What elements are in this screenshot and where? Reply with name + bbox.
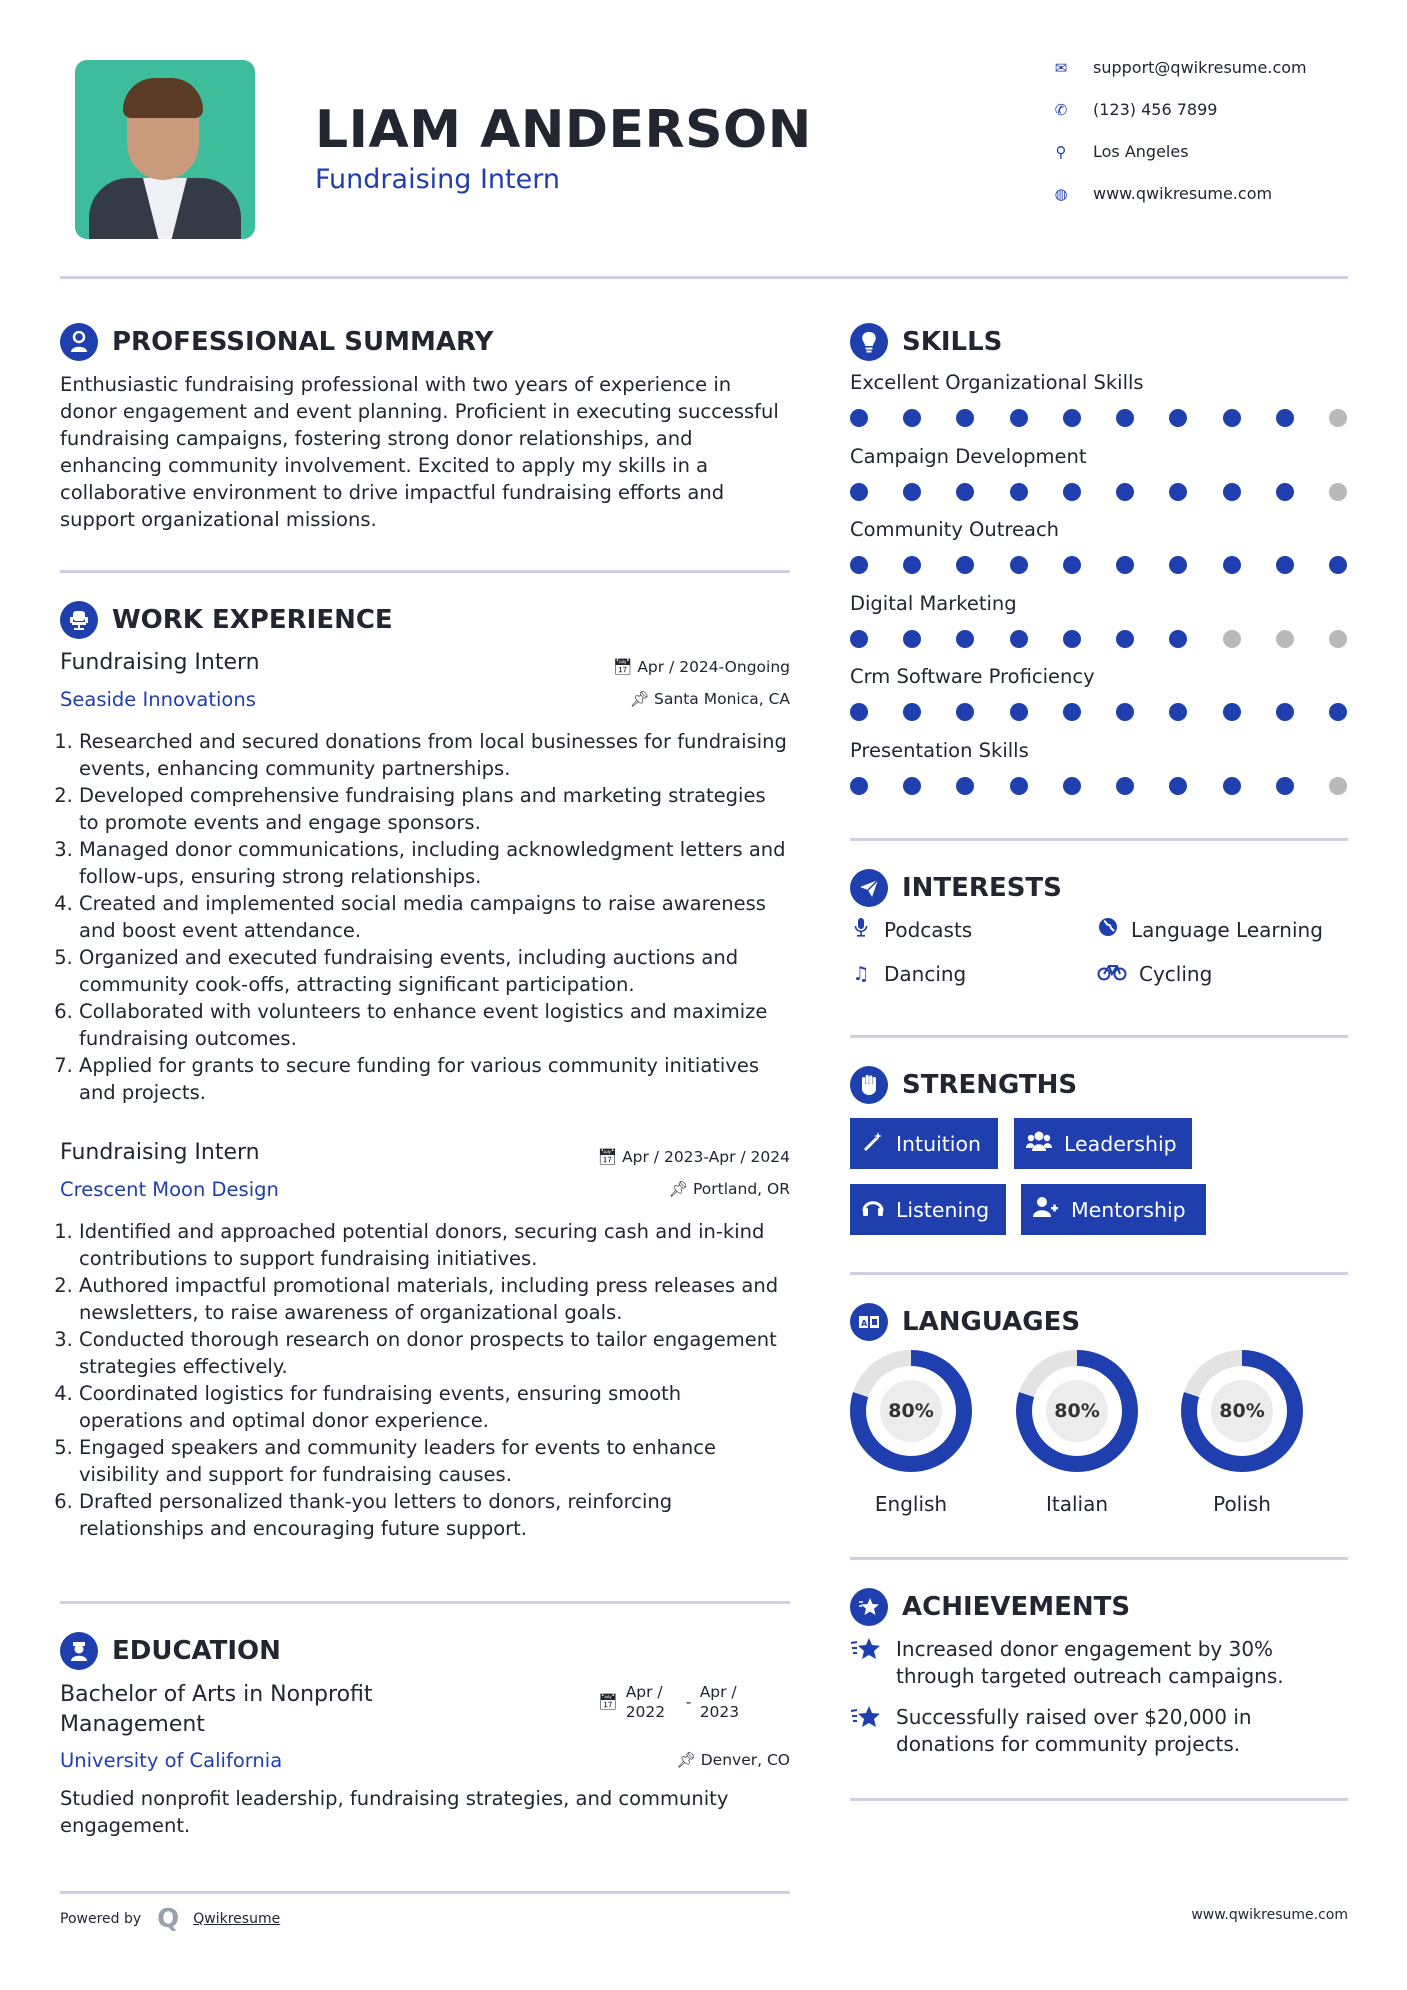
strength-intuition: Intuition <box>850 1118 998 1169</box>
rating-dot-filled <box>1010 409 1028 427</box>
microphone-icon <box>850 917 872 942</box>
rating-dot-filled <box>1223 703 1241 721</box>
education-heading <box>60 1632 281 1670</box>
experience-heading <box>60 601 393 639</box>
skill-rating <box>850 556 1347 574</box>
chair-icon <box>60 601 98 639</box>
summary-text: Enthusiastic fundraising professional with two years of experience in donor engagement and event planning. Proficient in executing successful fundraising campaigns, fostering strong donor relationships, and enhancing community involvement. Excited to apply my skills in a collaborative environment to drive impactful fundraising efforts and support organizational missions. <box>60 373 779 531</box>
rating-dot-empty <box>1329 777 1347 795</box>
skill-name: Campaign Development <box>850 444 1087 468</box>
rating-dot-filled <box>903 703 921 721</box>
rating-dot-filled <box>1169 409 1187 427</box>
rating-dot-filled <box>1169 630 1187 648</box>
calendar-icon: 📅︎ <box>598 1693 618 1711</box>
interests-heading <box>850 869 1062 907</box>
rating-dot-filled <box>1276 483 1294 501</box>
list-item: 4. Created and implemented social media campaigns to raise awareness and boost event attendance. <box>79 890 790 944</box>
magic-wand-icon <box>862 1130 884 1157</box>
education-location: 📌︎ Denver, CO <box>676 1751 790 1769</box>
footer-website[interactable]: www.qwikresume.com <box>1191 1907 1348 1923</box>
skill-name: Presentation Skills <box>850 738 1029 762</box>
strength-listening: Listening <box>850 1184 1006 1235</box>
job-1-bullets <box>60 728 790 1106</box>
education-degree: Bachelor of Arts in Nonprofit Management <box>60 1682 373 1737</box>
profile-photo <box>75 60 255 239</box>
interests-divider <box>850 1035 1348 1038</box>
rating-dot-filled <box>1063 556 1081 574</box>
rating-dot-filled <box>1276 556 1294 574</box>
list-item: 3. Managed donor communications, including acknowledgment letters and follow-ups, ensuring strong relationships. <box>79 836 790 890</box>
contact-email[interactable] <box>1050 58 1380 77</box>
rating-dot-filled <box>903 556 921 574</box>
contact-phone-text: (123) 456 7899 <box>1093 100 1218 119</box>
pushpin-icon: 📌︎ <box>629 690 655 708</box>
list-item: 3. Conducted thorough research on donor prospects to tailor engagement strategies effectively. <box>79 1326 790 1380</box>
rating-dot-filled <box>1223 556 1241 574</box>
language-item <box>1181 1350 1303 1516</box>
rating-dot-filled <box>903 483 921 501</box>
interest-language-learning: Language Learning <box>1097 917 1323 942</box>
skill-name: Digital Marketing <box>850 591 1017 615</box>
rating-dot-filled <box>1223 777 1241 795</box>
rating-dot-filled <box>956 703 974 721</box>
skill-row <box>850 371 1350 445</box>
languages-divider <box>850 1557 1348 1560</box>
rating-dot-filled <box>1276 409 1294 427</box>
rating-dot-filled <box>1063 483 1081 501</box>
rating-dot-filled <box>1063 409 1081 427</box>
powered-by <box>60 1904 280 1934</box>
star-badge-icon <box>850 1588 888 1626</box>
education-end: Apr / 2023 <box>699 1683 740 1721</box>
experience-divider <box>60 1601 790 1604</box>
rating-dot-empty <box>1329 409 1347 427</box>
education-dates <box>598 1682 760 1722</box>
skill-name: Excellent Organizational Skills <box>850 371 1144 394</box>
language-name: English <box>874 1492 948 1516</box>
language-percent: 80% <box>880 1380 942 1442</box>
skill-row <box>850 739 1350 813</box>
skill-rating <box>850 630 1347 648</box>
list-item: 6. Collaborated with volunteers to enhance event logistics and maximize fundraising outcomes. <box>79 998 790 1052</box>
skills-title: SKILLS <box>902 327 1003 357</box>
rating-dot-filled <box>1116 483 1134 501</box>
globe-icon: ◍ <box>1054 184 1068 203</box>
rating-dot-filled <box>1169 777 1187 795</box>
rating-dot-empty <box>1276 630 1294 648</box>
languages-title: LANGUAGES <box>902 1307 1081 1337</box>
photo-hair <box>123 78 203 118</box>
globe-icon <box>1097 917 1119 942</box>
rating-dot-filled <box>850 483 868 501</box>
rating-dot-filled <box>1223 483 1241 501</box>
education-school: University of California <box>60 1749 283 1772</box>
calendar-icon: 📅︎ <box>597 1148 623 1166</box>
rating-dot-filled <box>1116 703 1134 721</box>
rating-dot-empty <box>1329 630 1347 648</box>
star-icon <box>850 1704 882 1758</box>
achievements-heading <box>850 1588 1130 1626</box>
language-progress-ring <box>1016 1350 1138 1472</box>
achievements-title: ACHIEVEMENTS <box>902 1592 1131 1622</box>
language-percent: 80% <box>1046 1380 1108 1442</box>
list-item: 5. Engaged speakers and community leaders for events to enhance visibility and support for fundraising causes. <box>79 1434 790 1488</box>
strength-leadership: Leadership <box>1014 1118 1192 1169</box>
rating-dot-filled <box>1116 409 1134 427</box>
job-2-title: Fundraising Intern <box>60 1140 260 1165</box>
powered-by-label: Powered by <box>60 1911 142 1927</box>
footer-divider <box>60 1891 790 1894</box>
pushpin-icon: 📌︎ <box>676 1751 701 1769</box>
skill-row <box>850 445 1350 519</box>
list-item: 2. Authored impactful promotional materials, including press releases and newsletters, to raise awareness of organizational goals. <box>79 1272 790 1326</box>
language-progress-ring <box>850 1350 972 1472</box>
language-name: Italian <box>1045 1492 1109 1516</box>
rating-dot-filled <box>1169 483 1187 501</box>
achievements-divider <box>850 1798 1348 1801</box>
paper-plane-icon <box>850 869 888 907</box>
star-icon <box>850 1636 882 1690</box>
rating-dot-filled <box>1010 483 1028 501</box>
rating-dot-filled <box>1276 777 1294 795</box>
summary-heading <box>60 323 493 361</box>
headphones-icon <box>862 1197 884 1222</box>
experience-title: WORK EXPERIENCE <box>112 605 393 635</box>
education-description: Studied nonprofit leadership, fundraising strategies, and community engagement. <box>60 1787 729 1837</box>
list-item: 5. Organized and executed fundraising events, including auctions and community cook-offs, attracting significant participation. <box>79 944 790 998</box>
rating-dot-filled <box>1169 703 1187 721</box>
rating-dot-filled <box>903 630 921 648</box>
bicycle-icon <box>1097 963 1127 986</box>
contact-location <box>1050 142 1380 161</box>
user-plus-icon <box>1033 1196 1059 1223</box>
rating-dot-filled <box>850 556 868 574</box>
rating-dot-filled <box>1010 777 1028 795</box>
candidate-role: Fundraising Intern <box>315 164 560 195</box>
list-item: 6. Drafted personalized thank-you letters to donors, reinforcing relationships and encouraging future support. <box>79 1488 790 1542</box>
rating-dot-filled <box>1063 630 1081 648</box>
language-percent: 80% <box>1211 1380 1273 1442</box>
summary-title: PROFESSIONAL SUMMARY <box>112 327 494 357</box>
interests-title: INTERESTS <box>902 873 1062 903</box>
job-1-location: 📌︎ Santa Monica, CA <box>629 690 790 708</box>
rating-dot-filled <box>1010 630 1028 648</box>
contact-location-text: Los Angeles <box>1093 142 1189 161</box>
lightbulb-icon <box>850 323 888 361</box>
achievement-item: Increased donor engagement by 30% through targeted outreach campaigns. <box>850 1636 1348 1690</box>
rating-dot-filled <box>956 777 974 795</box>
rating-dot-filled <box>1010 556 1028 574</box>
language-item <box>850 1350 972 1516</box>
contact-email-text: support@qwikresume.com <box>1093 58 1307 77</box>
music-note-icon: ♫ <box>852 963 870 985</box>
interest-cycling: Cycling <box>1097 962 1212 986</box>
rating-dot-filled <box>1329 556 1347 574</box>
interest-podcasts: Podcasts <box>850 917 972 942</box>
svg-text:A: A <box>861 1319 868 1328</box>
skill-row <box>850 518 1350 592</box>
job-2-company: Crescent Moon Design <box>60 1178 279 1201</box>
language-progress-ring <box>1181 1350 1303 1472</box>
rating-dot-filled <box>1169 556 1187 574</box>
header-divider <box>60 276 1348 279</box>
skills-heading <box>850 323 1002 361</box>
list-item: 2. Developed comprehensive fundraising plans and marketing strategies to promote events and engage sponsors. <box>79 782 790 836</box>
user-icon <box>60 323 98 361</box>
rating-dot-filled <box>850 703 868 721</box>
skills-divider <box>850 838 1348 841</box>
rating-dot-filled <box>1329 703 1347 721</box>
candidate-name: LIAM ANDERSON <box>315 100 812 160</box>
qwikresume-link[interactable]: Qwikresume <box>193 1911 281 1927</box>
contact-phone[interactable] <box>1050 100 1380 119</box>
strength-mentorship: Mentorship <box>1021 1184 1206 1235</box>
job-2-bullets <box>60 1218 790 1542</box>
job-1-company: Seaside Innovations <box>60 688 256 711</box>
rating-dot-empty <box>1223 630 1241 648</box>
rating-dot-filled <box>1116 556 1134 574</box>
list-item: 1. Researched and secured donations from local businesses for fundraising events, enhancing community partnerships. <box>79 728 790 782</box>
interest-dancing: ♫ Dancing <box>850 962 966 986</box>
education-separator: - <box>685 1693 692 1711</box>
rating-dot-filled <box>1063 777 1081 795</box>
job-2-dates: 📅︎ Apr / 2023-Apr / 2024 <box>597 1148 790 1166</box>
rating-dot-filled <box>956 556 974 574</box>
list-item: 4. Coordinated logistics for fundraising events, ensuring smooth operations and optimal donor experience. <box>79 1380 790 1434</box>
languages-heading <box>850 1303 1080 1341</box>
education-start: Apr / 2022 <box>625 1683 666 1721</box>
rating-dot-filled <box>850 409 868 427</box>
language-name: Polish <box>1213 1492 1271 1516</box>
language-item <box>1016 1350 1138 1516</box>
skill-rating <box>850 777 1347 795</box>
skill-name: Crm Software Proficiency <box>850 665 1095 688</box>
education-title: EDUCATION <box>112 1636 281 1666</box>
phone-icon: ✆ <box>1054 100 1068 119</box>
summary-divider <box>60 570 790 573</box>
rating-dot-empty <box>1329 483 1347 501</box>
skills-list <box>850 371 1350 812</box>
skill-row <box>850 592 1350 666</box>
contact-website[interactable] <box>1050 184 1380 203</box>
rating-dot-filled <box>1116 777 1134 795</box>
fist-icon <box>850 1066 888 1104</box>
job-1-dates: 📅︎ Apr / 2024-Ongoing <box>612 658 790 676</box>
contact-website-text: www.qwikresume.com <box>1093 184 1273 203</box>
rating-dot-filled <box>850 777 868 795</box>
rating-dot-filled <box>956 630 974 648</box>
achievement-item: Successfully raised over $20,000 in donations for community projects. <box>850 1704 1348 1758</box>
rating-dot-filled <box>1223 409 1241 427</box>
rating-dot-filled <box>1276 703 1294 721</box>
list-item: 7. Applied for grants to secure funding for various community initiatives and projects. <box>79 1052 790 1106</box>
envelope-icon: ✉ <box>1054 58 1068 77</box>
translate-icon <box>850 1303 888 1341</box>
skill-row <box>850 665 1350 739</box>
qwikresume-logo-icon: Q <box>157 1904 180 1934</box>
calendar-icon: 📅︎ <box>612 658 638 676</box>
skill-name: Community Outreach <box>850 518 1060 541</box>
strengths-heading <box>850 1066 1077 1104</box>
job-2-location: 📌︎ Portland, OR <box>668 1180 790 1198</box>
rating-dot-filled <box>903 777 921 795</box>
strengths-divider <box>850 1272 1348 1275</box>
rating-dot-filled <box>850 630 868 648</box>
rating-dot-filled <box>903 409 921 427</box>
list-item: 1. Identified and approached potential donors, securing cash and in-kind contributions to support fundraising initiatives. <box>79 1218 790 1272</box>
rating-dot-filled <box>956 409 974 427</box>
skill-rating <box>850 703 1347 721</box>
skill-rating <box>850 409 1347 427</box>
skill-rating <box>850 483 1347 501</box>
job-1-title: Fundraising Intern <box>60 650 260 675</box>
users-icon <box>1026 1130 1052 1157</box>
pushpin-icon: 📌︎ <box>668 1180 693 1198</box>
rating-dot-filled <box>1063 703 1081 721</box>
rating-dot-filled <box>956 483 974 501</box>
rating-dot-filled <box>1010 703 1028 721</box>
map-marker-icon: ⚲ <box>1055 142 1067 161</box>
graduate-icon <box>60 1632 98 1670</box>
rating-dot-filled <box>1116 630 1134 648</box>
strengths-title: STRENGTHS <box>902 1070 1078 1100</box>
